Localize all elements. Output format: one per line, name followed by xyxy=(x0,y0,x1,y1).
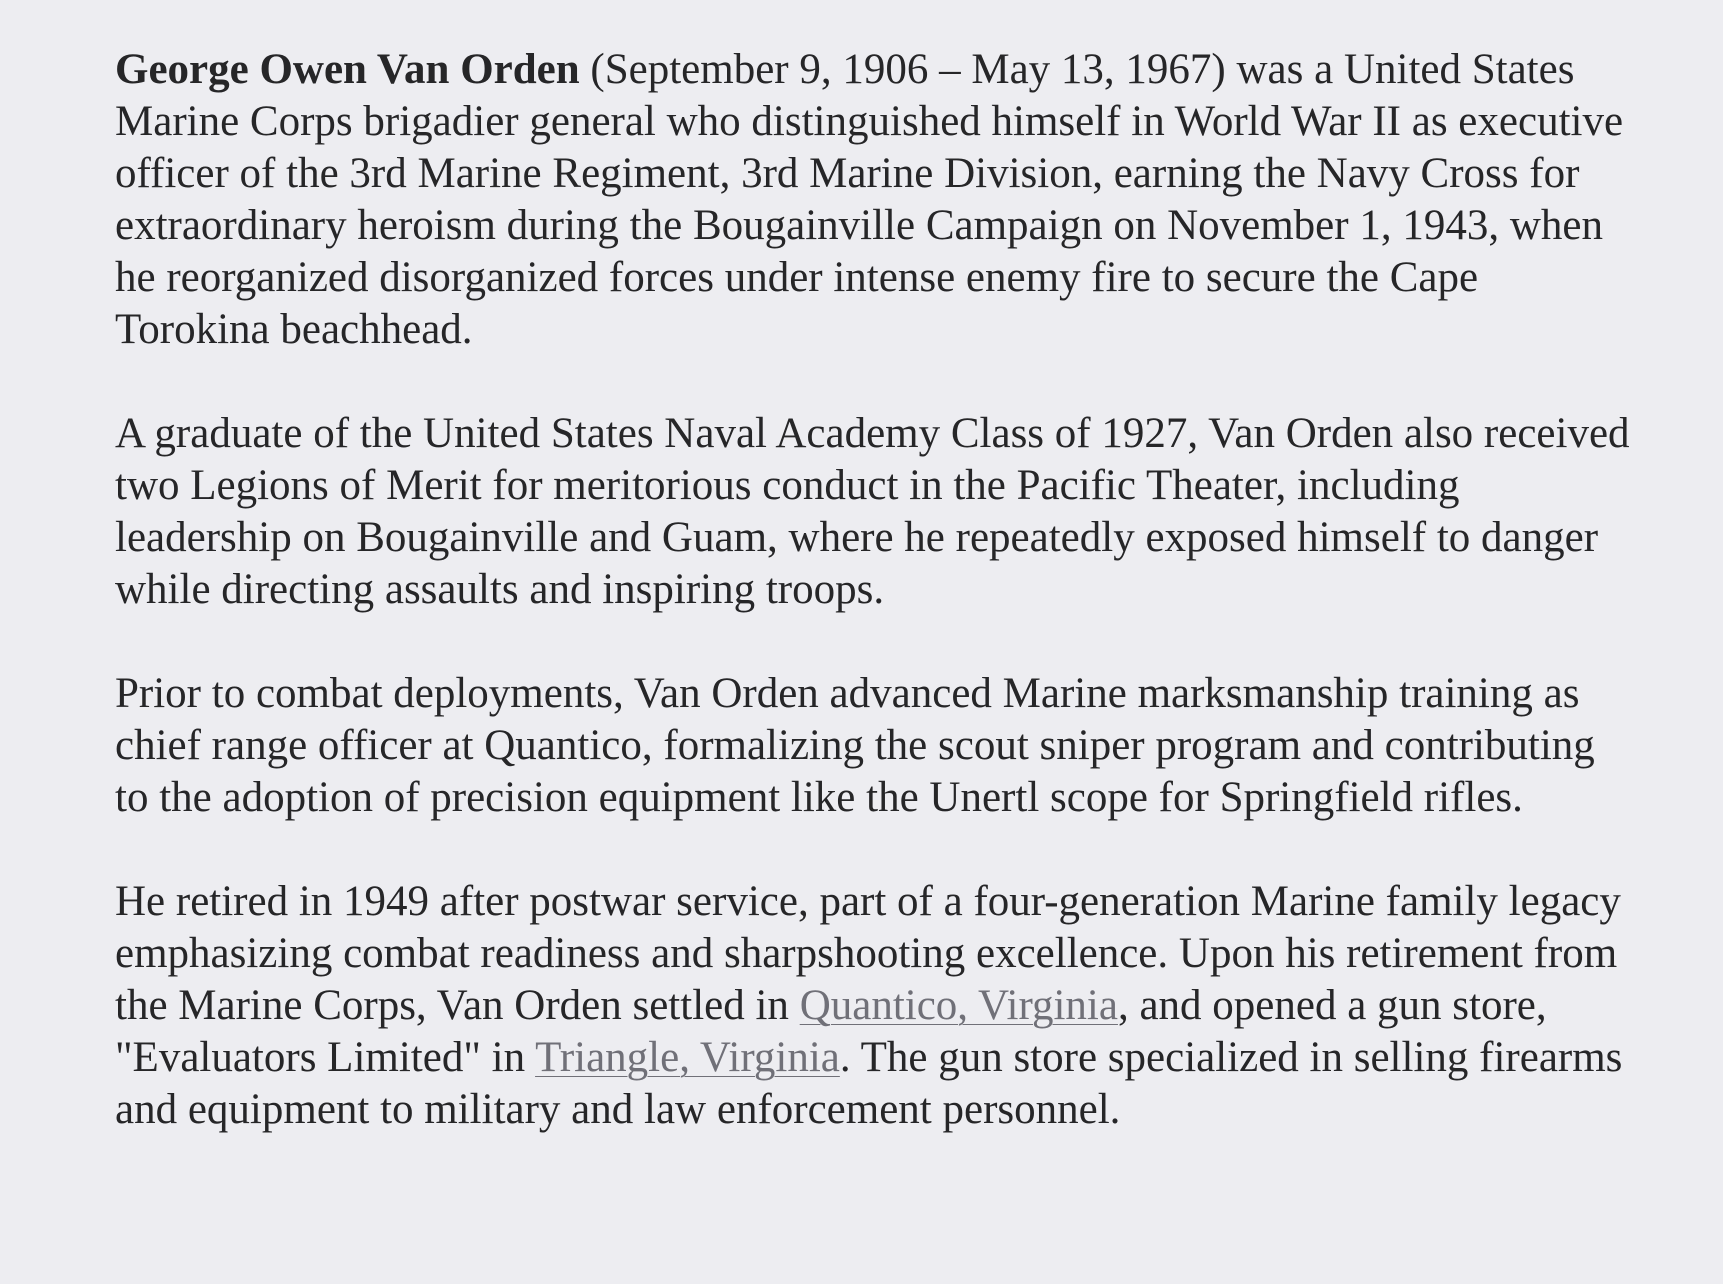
intro-text: (September 9, 1906 – May 13, 1967) was a United States Marine Corps brigadier general who distinguished himself in World War II as executive officer of the 3rd Marine Regiment, 3rd Marine Division, earning the Navy Cross for extraordinary heroism during the Bougainville Campaign on November 1, 1943, when he reorganized disorganized forces under intense enemy fire to secure the Cape Torokina beachhead. xyxy=(115,46,1624,353)
paragraph-academy xyxy=(115,408,1635,616)
retirement-text-3: . The gun store specialized in selling firearms and equipment to military and law enforcement personnel. xyxy=(115,1034,1623,1133)
retirement-text-2: , and opened a gun store, "Evaluators Limited" in xyxy=(115,982,1547,1081)
retirement-text-1: He retired in 1949 after postwar service, part of a four-generation Marine family legacy emphasizing combat readiness and sharpshooting excellence. Upon his retirement from the Marine Corps, Van Orden settled in xyxy=(115,878,1621,1029)
paragraph-marksmanship xyxy=(115,668,1635,824)
link-quantico-virginia[interactable]: Quantico, Virginia xyxy=(799,982,1118,1029)
subject-name: George Owen Van Orden xyxy=(115,46,580,93)
link-triangle-virginia[interactable]: Triangle, Virginia xyxy=(535,1034,840,1081)
marksmanship-text: Prior to combat deployments, Van Orden advanced Marine marksmanship training as chief range officer at Quantico, formalizing the scout sniper program and contributing to the adoption of precision equipment like the Unertl scope for Springfield rifles. xyxy=(115,670,1595,821)
paragraph-retirement xyxy=(115,876,1635,1136)
paragraph-intro xyxy=(115,44,1635,356)
academy-text: A graduate of the United States Naval Academy Class of 1927, Van Orden also received two Legions of Merit for meritorious conduct in the Pacific Theater, including leadership on Bougainville and Guam, where he repeatedly exposed himself to danger while directing assaults and inspiring troops. xyxy=(115,410,1630,613)
